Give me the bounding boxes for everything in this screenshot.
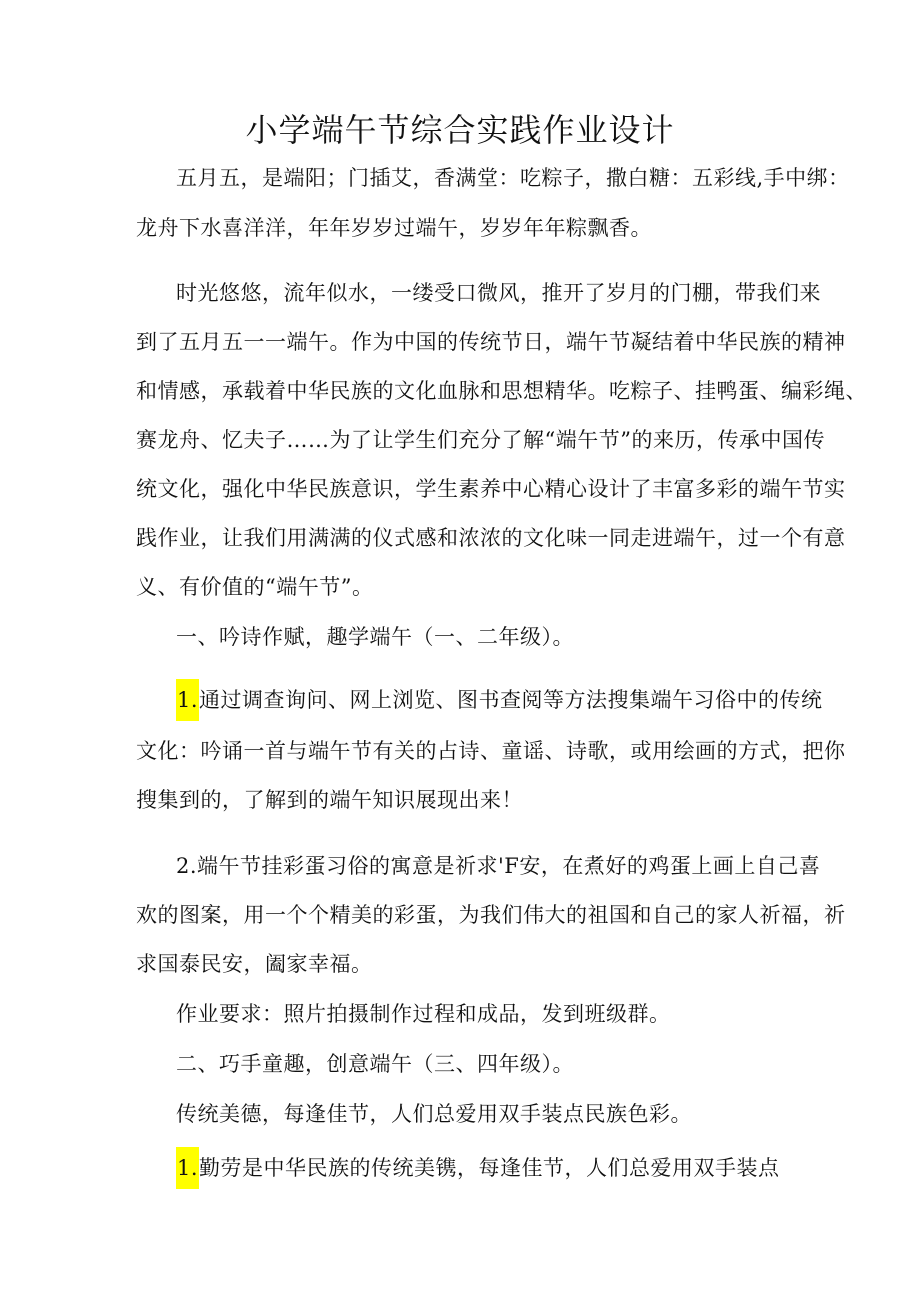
list-item-text: 勤劳是中华民族的传统美镌，每逢佳节，人们总爱用双手装点 [199, 1156, 780, 1180]
list-item-line: 欢的图案，用一个个精美的彩蛋，为我们伟大的祖国和自己的家人祈福，祈 [136, 903, 846, 927]
paragraph-line: 义、有价值的“端午节”。 [136, 575, 374, 599]
paragraph-line: 践作业，让我们用满满的仪式感和浓浓的文化味一同走进端午，过一个有意 [136, 526, 846, 550]
requirement-text: 作业要求：照片拍摄制作过程和成品，发到班级群。 [176, 1002, 671, 1026]
intro-line: 龙舟下水喜洋洋，年年岁岁过端午，岁岁年年粽飘香。 [136, 216, 652, 240]
list-item-text: 通过调查询问、网上浏览、图书查阅等方法搜集端午习俗中的传统 [199, 688, 823, 712]
list-item [176, 682, 823, 718]
highlighted-number: 1. [176, 679, 199, 721]
page-title: 小学端午节综合实践作业设计 [245, 111, 675, 149]
paragraph-line: 和情感，承载着中华民族的文化血脉和思想精华。吃粽子、挂鸭蛋、编彩绳、 [136, 379, 867, 403]
list-item-line: 文化：吟诵一首与端午节有关的占诗、童谣、诗歌，或用绘画的方式，把你 [136, 739, 846, 763]
section-heading: 二、巧手童趣，创意端午（三、四年级）。 [176, 1052, 574, 1076]
list-item-line: 搜集到的，了解到的端午知识展现出来！ [136, 788, 523, 812]
paragraph-line: 赛龙舟、忆夫子……为了让学生们充分了解“端午节”的来历，传承中国传 [136, 428, 825, 452]
paragraph-line: 统文化，强化中华民族意识，学生素养中心精心设计了丰富多彩的端午节实 [136, 477, 846, 501]
list-item: 2.端午节挂彩蛋习俗的寓意是祈求'F安，在煮好的鸡蛋上画上自己喜 [176, 854, 821, 878]
intro-line: 五月五，是端阳；门插艾，香满堂：吃粽子，撒白糖：五彩线,手中绑： [176, 166, 850, 190]
paragraph-line: 传统美德，每逢佳节，人们总爱用双手装点民族色彩。 [176, 1102, 692, 1126]
list-item-line: 求国泰民安，阖家幸福。 [136, 952, 373, 976]
paragraph-line: 到了五月五一一端午。作为中国的传统节日，端午节凝结着中华民族的精神 [136, 330, 846, 354]
highlighted-number: 1. [176, 1147, 199, 1189]
list-item [176, 1150, 780, 1186]
paragraph-line: 时光悠悠，流年似水，一缕受口微风，推开了岁月的门棚，带我们来 [176, 281, 821, 305]
section-heading: 一、吟诗作赋，趣学端午（一、二年级）。 [176, 625, 574, 649]
